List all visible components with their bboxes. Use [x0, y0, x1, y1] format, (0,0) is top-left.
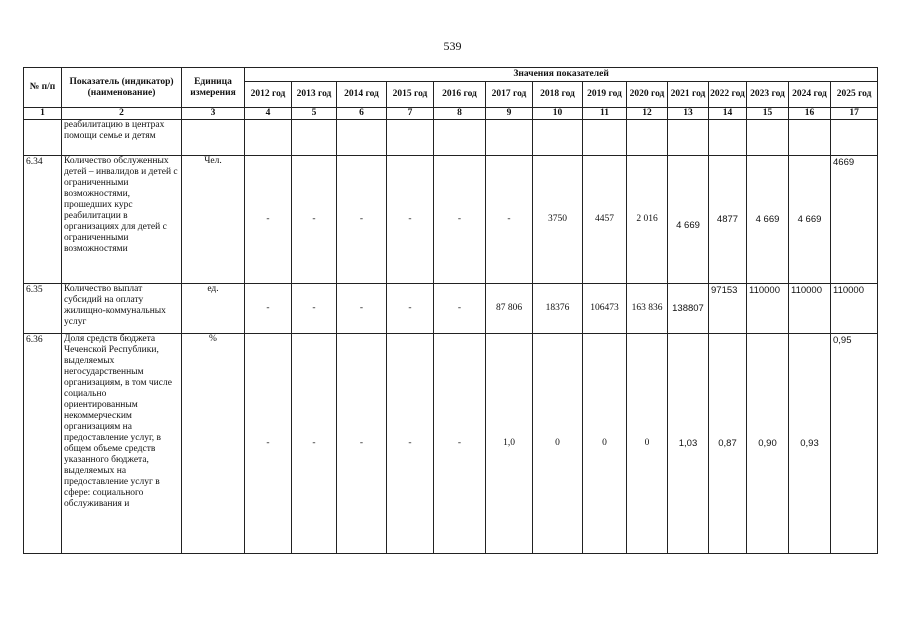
- value-cell: 0: [533, 334, 583, 554]
- value-cell: [387, 120, 434, 156]
- value-cell: [434, 120, 486, 156]
- column-number: 4: [245, 108, 292, 120]
- column-number: 8: [434, 108, 486, 120]
- column-number: 16: [789, 108, 831, 120]
- header-year: 2023 год: [747, 82, 789, 108]
- value-cell: 4669: [831, 156, 878, 284]
- column-number: 5: [292, 108, 337, 120]
- value-cell: 0,87: [709, 334, 747, 554]
- column-number: 12: [627, 108, 668, 120]
- header-year: 2025 год: [831, 82, 878, 108]
- unit-cell: Чел.: [182, 156, 245, 284]
- table-row: [24, 120, 878, 156]
- column-number: 17: [831, 108, 878, 120]
- value-cell: [709, 120, 747, 156]
- unit-cell: %: [182, 334, 245, 554]
- header-year: 2018 год: [533, 82, 583, 108]
- row-number: [24, 120, 62, 156]
- header-year: 2014 год: [337, 82, 387, 108]
- header-year: 2020 год: [627, 82, 668, 108]
- value-cell: -: [434, 284, 486, 334]
- table-row: [24, 284, 878, 334]
- value-cell: 1,03: [668, 334, 709, 554]
- column-number: 2: [62, 108, 182, 120]
- table-row: [24, 334, 878, 554]
- value-cell: -: [292, 284, 337, 334]
- value-cell: 4 669: [668, 156, 709, 284]
- value-cell: -: [434, 156, 486, 284]
- column-number: 15: [747, 108, 789, 120]
- value-cell: 0: [627, 334, 668, 554]
- value-cell: -: [245, 156, 292, 284]
- header-year: 2017 год: [486, 82, 533, 108]
- value-cell: -: [387, 334, 434, 554]
- row-number: 6.35: [24, 284, 62, 334]
- column-number: 10: [533, 108, 583, 120]
- value-cell: -: [387, 156, 434, 284]
- header-year: 2016 год: [434, 82, 486, 108]
- row-number: 6.36: [24, 334, 62, 554]
- column-number: 13: [668, 108, 709, 120]
- value-cell: 0,90: [747, 334, 789, 554]
- column-number: 7: [387, 108, 434, 120]
- value-cell: -: [387, 284, 434, 334]
- value-cell: [486, 120, 533, 156]
- value-cell: [627, 120, 668, 156]
- column-number: 6: [337, 108, 387, 120]
- table-row: [24, 156, 878, 284]
- value-cell: 106473: [583, 284, 627, 334]
- header-year: 2013 год: [292, 82, 337, 108]
- value-cell: [292, 120, 337, 156]
- page-number: 539: [443, 39, 462, 53]
- value-cell: -: [245, 284, 292, 334]
- value-cell: -: [434, 334, 486, 554]
- value-cell: 2 016: [627, 156, 668, 284]
- header-year: 2022 год: [709, 82, 747, 108]
- header-unit: Единица измерения: [182, 68, 245, 108]
- value-cell: 0: [583, 334, 627, 554]
- column-number: 1: [24, 108, 62, 120]
- unit-cell: ед.: [182, 284, 245, 334]
- value-cell: -: [486, 156, 533, 284]
- column-number: 9: [486, 108, 533, 120]
- indicators-table: [23, 67, 878, 554]
- value-cell: -: [292, 334, 337, 554]
- header-indicator: Показатель (индикатор) (наименование): [62, 68, 182, 108]
- value-cell: [668, 120, 709, 156]
- header-year: 2019 год: [583, 82, 627, 108]
- value-cell: -: [245, 334, 292, 554]
- value-cell: 4 669: [789, 156, 831, 284]
- value-cell: -: [292, 156, 337, 284]
- value-cell: 4457: [583, 156, 627, 284]
- value-cell: [747, 120, 789, 156]
- value-cell: -: [337, 284, 387, 334]
- value-cell: 110000: [831, 284, 878, 334]
- unit-cell: [182, 120, 245, 156]
- value-cell: 0,93: [789, 334, 831, 554]
- column-number: 11: [583, 108, 627, 120]
- header-year: 2012 год: [245, 82, 292, 108]
- column-number-row: [24, 108, 878, 120]
- indicator-name: Доля средств бюджета Чеченской Республики, выделяемых негосударственным организациям, в том числе социально ориентированным некоммерческим организациям на предоставление услуг, в общем объеме средств указанного бюджета, выделяемых на предоставление услуг в сфере: социального обслуживания и: [62, 334, 182, 554]
- value-cell: -: [337, 156, 387, 284]
- header-year: 2024 год: [789, 82, 831, 108]
- value-cell: 87 806: [486, 284, 533, 334]
- value-cell: 3750: [533, 156, 583, 284]
- value-cell: 4877: [709, 156, 747, 284]
- value-cell: 110000: [789, 284, 831, 334]
- value-cell: -: [337, 334, 387, 554]
- column-number: 14: [709, 108, 747, 120]
- value-cell: 138807: [668, 284, 709, 334]
- header-year: 2021 год: [668, 82, 709, 108]
- value-cell: [245, 120, 292, 156]
- value-cell: [533, 120, 583, 156]
- header-values-group: Значения показателей: [245, 68, 878, 82]
- value-cell: 110000: [747, 284, 789, 334]
- row-number: 6.34: [24, 156, 62, 284]
- value-cell: [831, 120, 878, 156]
- value-cell: [583, 120, 627, 156]
- indicator-name: реабилитацию в центрах помощи семье и детям: [62, 120, 182, 156]
- indicator-name: Количество обслуженных детей – инвалидов и детей с ограниченными возможностями, прошедших курс реабилитации в организациях для детей с ограниченными возможностями: [62, 156, 182, 284]
- header-year: 2015 год: [387, 82, 434, 108]
- column-number: 3: [182, 108, 245, 120]
- value-cell: [789, 120, 831, 156]
- value-cell: [337, 120, 387, 156]
- value-cell: 4 669: [747, 156, 789, 284]
- value-cell: 1,0: [486, 334, 533, 554]
- header-num: № п/п: [24, 68, 62, 108]
- value-cell: 97153: [709, 284, 747, 334]
- value-cell: 18376: [533, 284, 583, 334]
- value-cell: 0,95: [831, 334, 878, 554]
- value-cell: 163 836: [627, 284, 668, 334]
- indicator-name: Количество выплат субсидий на оплату жилищно-коммунальных услуг: [62, 284, 182, 334]
